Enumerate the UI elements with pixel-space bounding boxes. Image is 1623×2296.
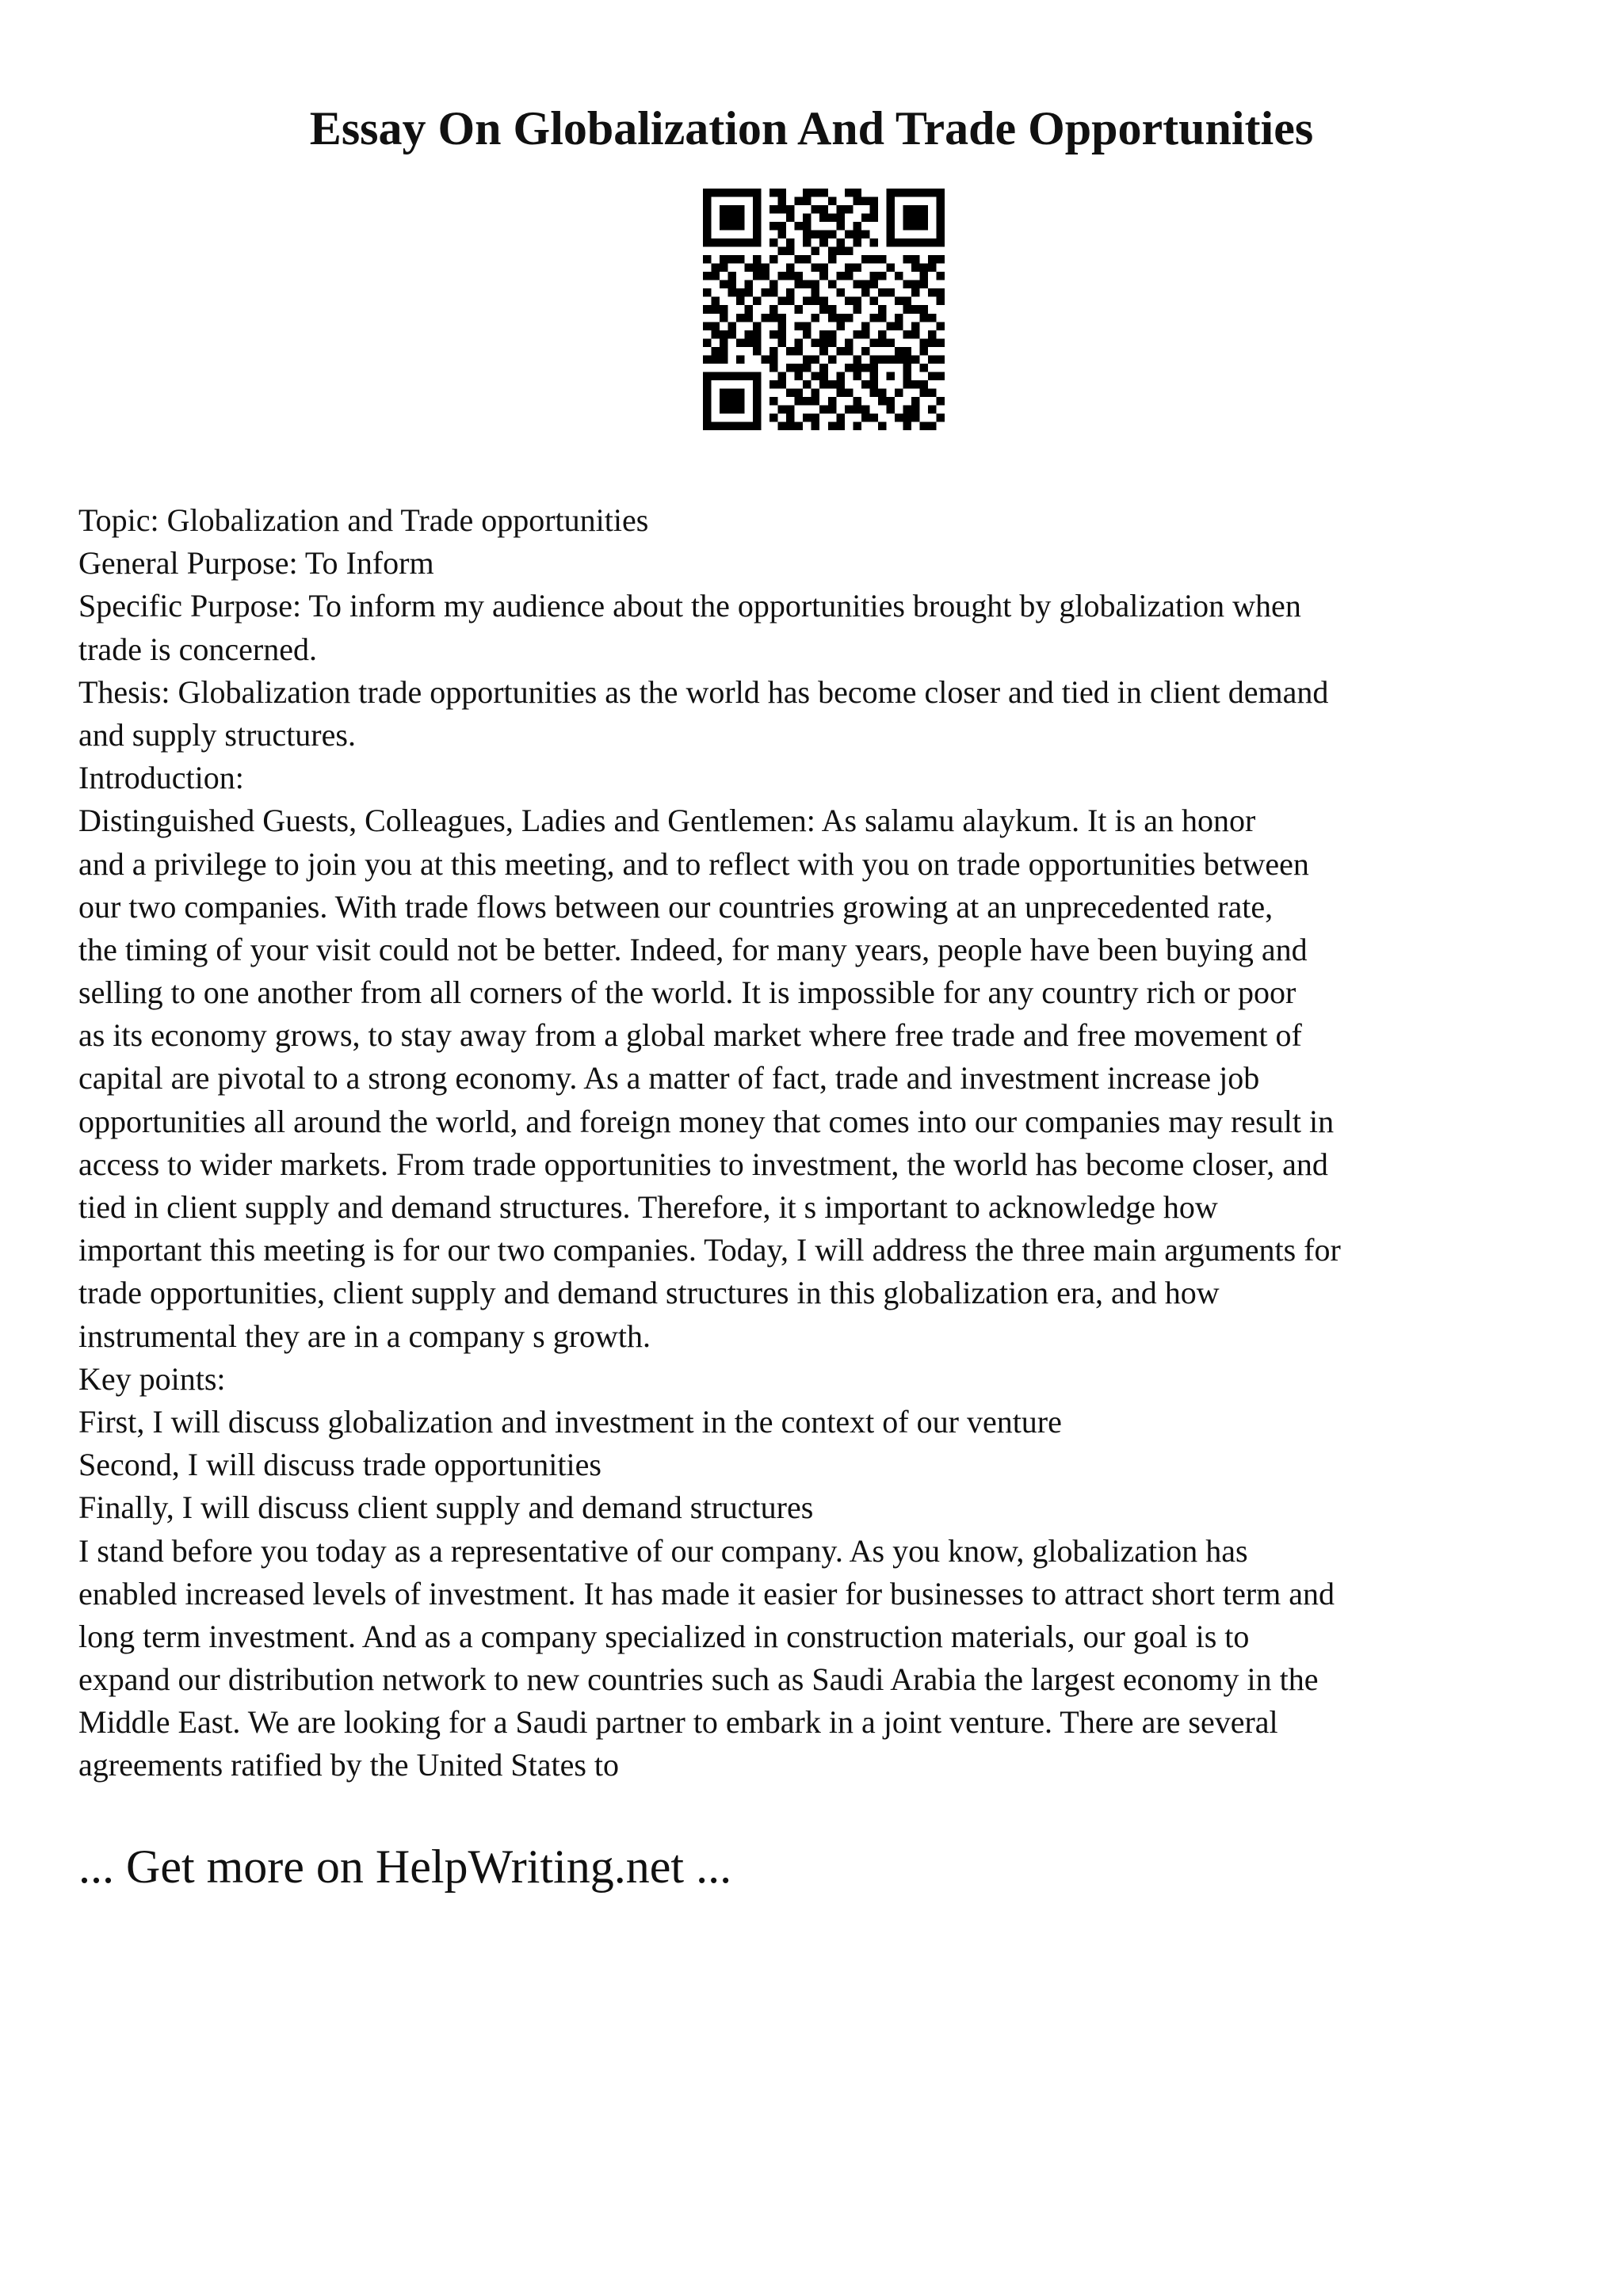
essay-line-general-purpose: General Purpose: To Inform <box>78 545 434 582</box>
essay-line-thesis: Thesis: Globalization trade opportunities as the world has become closer and tied in client demand <box>78 673 1329 710</box>
essay-line: as its economy grows, to stay away from a global market where free trade and free movement of <box>78 1017 1302 1054</box>
document-title: Essay On Globalization And Trade Opportunities <box>309 102 1314 154</box>
essay-line: expand our distribution network to new countries such as Saudi Arabia the largest economy in the <box>78 1661 1319 1698</box>
essay-line: and a privilege to join you at this meeting, and to reflect with you on trade opportunities between <box>78 845 1309 882</box>
essay-line-key-points-heading: Key points: <box>78 1360 226 1397</box>
essay-line: tied in client supply and demand structures. Therefore, it s important to acknowledge how <box>78 1189 1218 1225</box>
essay-line: opportunities all around the world, and foreign money that comes into our companies may result in <box>78 1103 1335 1139</box>
essay-line-specific-purpose: Specific Purpose: To inform my audience about the opportunities brought by globalization when <box>78 588 1301 624</box>
essay-line: long term investment. And as a company specialized in construction materials, our goal is to <box>78 1618 1250 1654</box>
get-more-link[interactable]: ... Get more on HelpWriting.net ... <box>78 1840 732 1893</box>
essay-line: I stand before you today as a representative of our company. As you know, globalization has <box>78 1532 1248 1569</box>
essay-line: Middle East. We are looking for a Saudi partner to embark in a joint venture. There are several <box>78 1704 1278 1741</box>
essay-line: selling to one another from all corners of the world. It is impossible for any country rich or poor <box>78 974 1296 1011</box>
essay-line: trade opportunities, client supply and demand structures in this globalization era, and how <box>78 1275 1220 1311</box>
qr-code-icon <box>703 189 945 430</box>
essay-line: capital are pivotal to a strong economy. As a matter of fact, trade and investment increase job <box>78 1060 1260 1097</box>
essay-line-key-point: Finally, I will discuss client supply and demand structures <box>78 1489 814 1526</box>
essay-line: Distinguished Guests, Colleagues, Ladies and Gentlemen: As salamu alaykum. It is an honor <box>78 803 1256 839</box>
essay-line-topic: Topic: Globalization and Trade opportunities <box>78 502 649 538</box>
essay-line: agreements ratified by the United States to <box>78 1747 620 1783</box>
essay-line-key-point: First, I will discuss globalization and investment in the context of our venture <box>78 1403 1062 1440</box>
essay-body <box>78 499 1568 1787</box>
essay-line: enabled increased levels of investment. It has made it easier for businesses to attract short term and <box>78 1575 1335 1611</box>
essay-line: our two companies. With trade flows between our countries growing at an unprecedented rate, <box>78 888 1274 925</box>
essay-line: important this meeting is for our two companies. Today, I will address the three main arguments for <box>78 1232 1341 1268</box>
essay-line: access to wider markets. From trade opportunities to investment, the world has become closer, and <box>78 1146 1328 1182</box>
essay-line: the timing of your visit could not be better. Indeed, for many years, people have been buying and <box>78 931 1308 967</box>
essay-line: and supply structures. <box>78 716 356 753</box>
essay-line: trade is concerned. <box>78 631 317 667</box>
essay-line-introduction-heading: Introduction: <box>78 760 244 796</box>
essay-line: instrumental they are in a company s growth. <box>78 1318 651 1354</box>
essay-line-key-point: Second, I will discuss trade opportunities <box>78 1447 601 1483</box>
